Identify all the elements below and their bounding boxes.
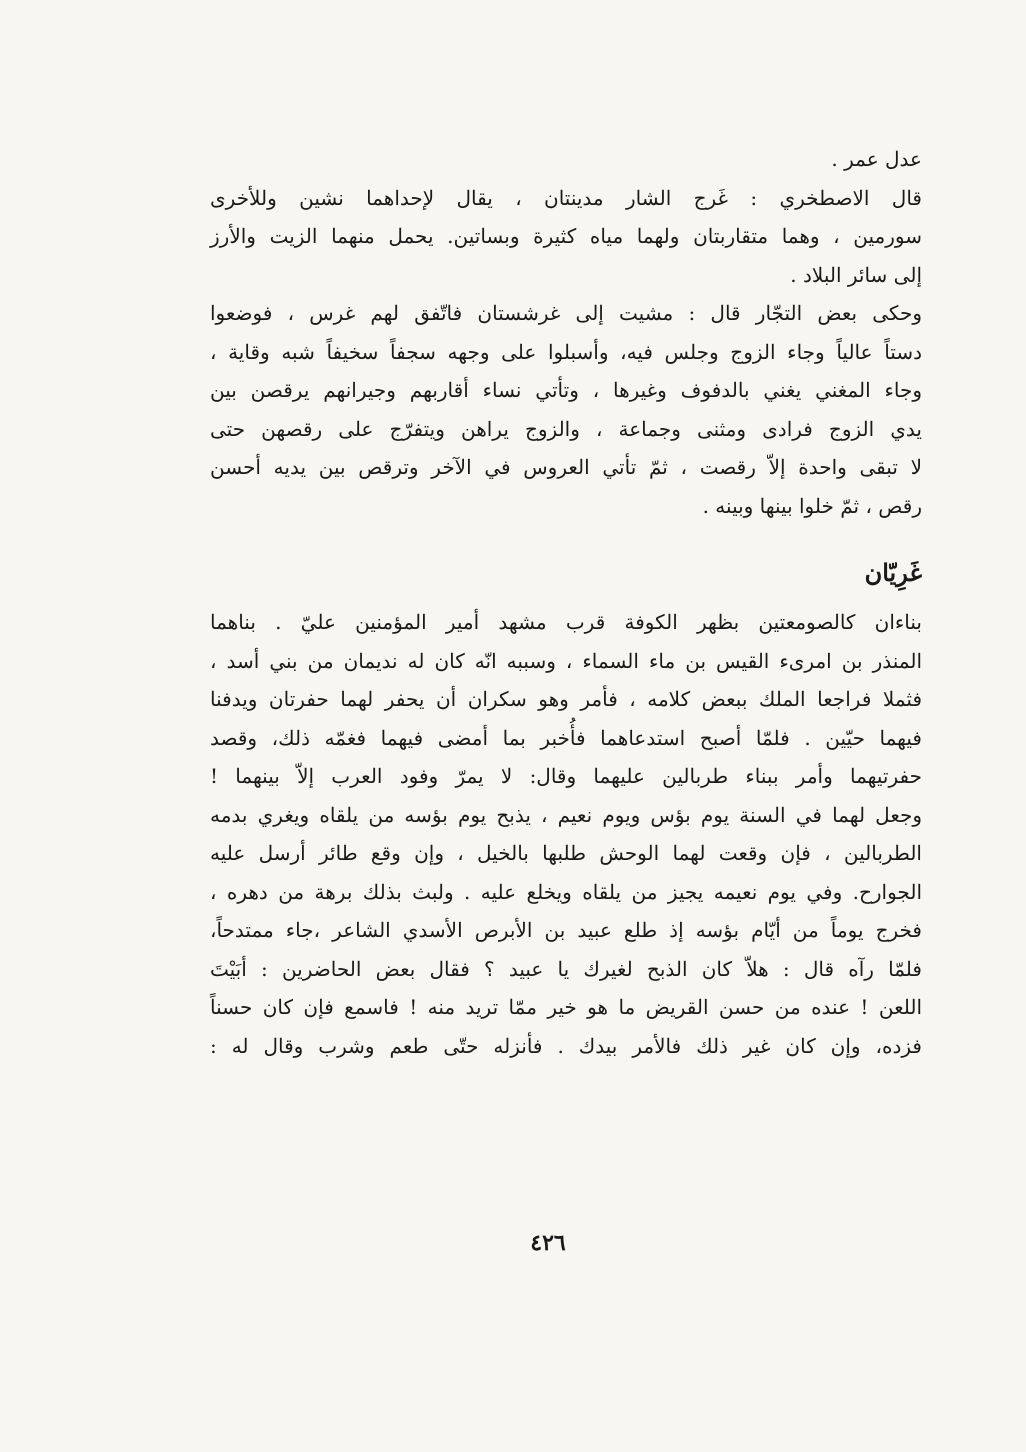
text-line: وجعل لهما في السنة يوم بؤس ويوم نعيم ، يذبح يوم بؤسه من يلقاه ويغري بدمه xyxy=(210,802,922,827)
paragraph-3 xyxy=(210,294,922,525)
text-line: بناءان كالصومعتين بظهر الكوفة قرب مشهد أمير المؤمنين عليّ . بناهما xyxy=(210,610,922,634)
page-number: ٤٢٦ xyxy=(530,1230,566,1256)
text-line: يدي الزوج فرادى ومثنى وجماعة ، والزوج يراهن ويتفرّج على رقصهن حتى xyxy=(210,416,922,441)
text-line: وحكى بعض التجّار قال : مشيت إلى غرشستان فاتّفق لهم غرس ، فوضعوا xyxy=(210,301,922,325)
text-line: سورمين ، وهما متقاربتان ولهما مياه كثيرة وبساتين. يحمل منهما الزيت والأرز xyxy=(210,224,922,248)
text-line: فثملا فراجعا الملك ببعض كلامه ، فأمر وهو سكران أن يحفر لهما حفرتان ويدفنا xyxy=(210,687,922,711)
text-line: حفرتيهما وأمر ببناء طربالين عليهما وقال: لا يمرّ وفود العرب إلاّ بينهما ! xyxy=(210,764,922,788)
text-line: رقص ، ثمّ خلوا بينها وبينه . xyxy=(702,493,922,518)
text-line: دستاً عالياً وجاء الزوج وجلس فيه، وأسبلوا على وجهه سجفاً سخيفاً شبه وقاية ، xyxy=(210,339,922,364)
text-line: الطربالين ، فإن وقعت لهما الوحش طلبها بالخيل ، وإن وقع طائر أرسل عليه xyxy=(210,841,922,865)
text-line: المنذر بن امرىء القيس بن ماء السماء ، وسببه انّه كان له نديمان من بني أسد ، xyxy=(210,648,922,673)
text-line: عدل عمر . xyxy=(831,147,922,171)
paragraph-2 xyxy=(210,179,922,295)
section-heading: غَرِيّان xyxy=(864,558,922,587)
text-line: فزده، وإن كان غير ذلك فالأمر بيدك . فأنزله حتّى طعم وشرب وقال له : xyxy=(210,1033,922,1058)
text-line: فيهما حيّين . فلمّا أصبح استدعاهما فأُخبر بما أمضى فيهما فغمّه ذلك، وقصد xyxy=(210,725,922,750)
text-line: فلمّا رآه قال : هلاّ كان الذبح لغيرك يا عبيد ؟ فقال بعض الحاضرين : أبَيْتَ xyxy=(210,956,922,981)
text-line: فخرج يوماً من أيّام بؤسه إذ طلع عبيد بن الأبرص الأسدي الشاعر ،جاء ممتدحاً، xyxy=(210,918,922,942)
text-line: لا تبقى واحدة إلاّ رقصت ، ثمّ تأتي العروس في الآخر وترقص بين يديه أحسن xyxy=(210,455,922,479)
text-line: إلى سائر البلاد . xyxy=(790,262,922,287)
text-line: وجاء المغني يغني بالدفوف وغيرها ، وتأتي نساء أقاربهم وجيرانهم يرقصن بين xyxy=(210,378,922,402)
text-line: الجوارح. وفي يوم نعيمه يجيز من يلقاه ويخلع عليه . ولبث بذلك برهة من دهره ، xyxy=(210,879,922,904)
text-line: قال الاصطخري : غَرج الشار مدينتان ، يقال لإحداهما نشين وللأخرى xyxy=(210,185,922,210)
paragraph-4 xyxy=(210,603,922,1065)
page-body xyxy=(210,140,922,1065)
paragraph-1 xyxy=(210,140,922,179)
text-line: اللعن ! عنده من حسن القريض ما هو خير ممّا تريد منه ! فاسمع فإن كان حسناً xyxy=(210,995,922,1019)
